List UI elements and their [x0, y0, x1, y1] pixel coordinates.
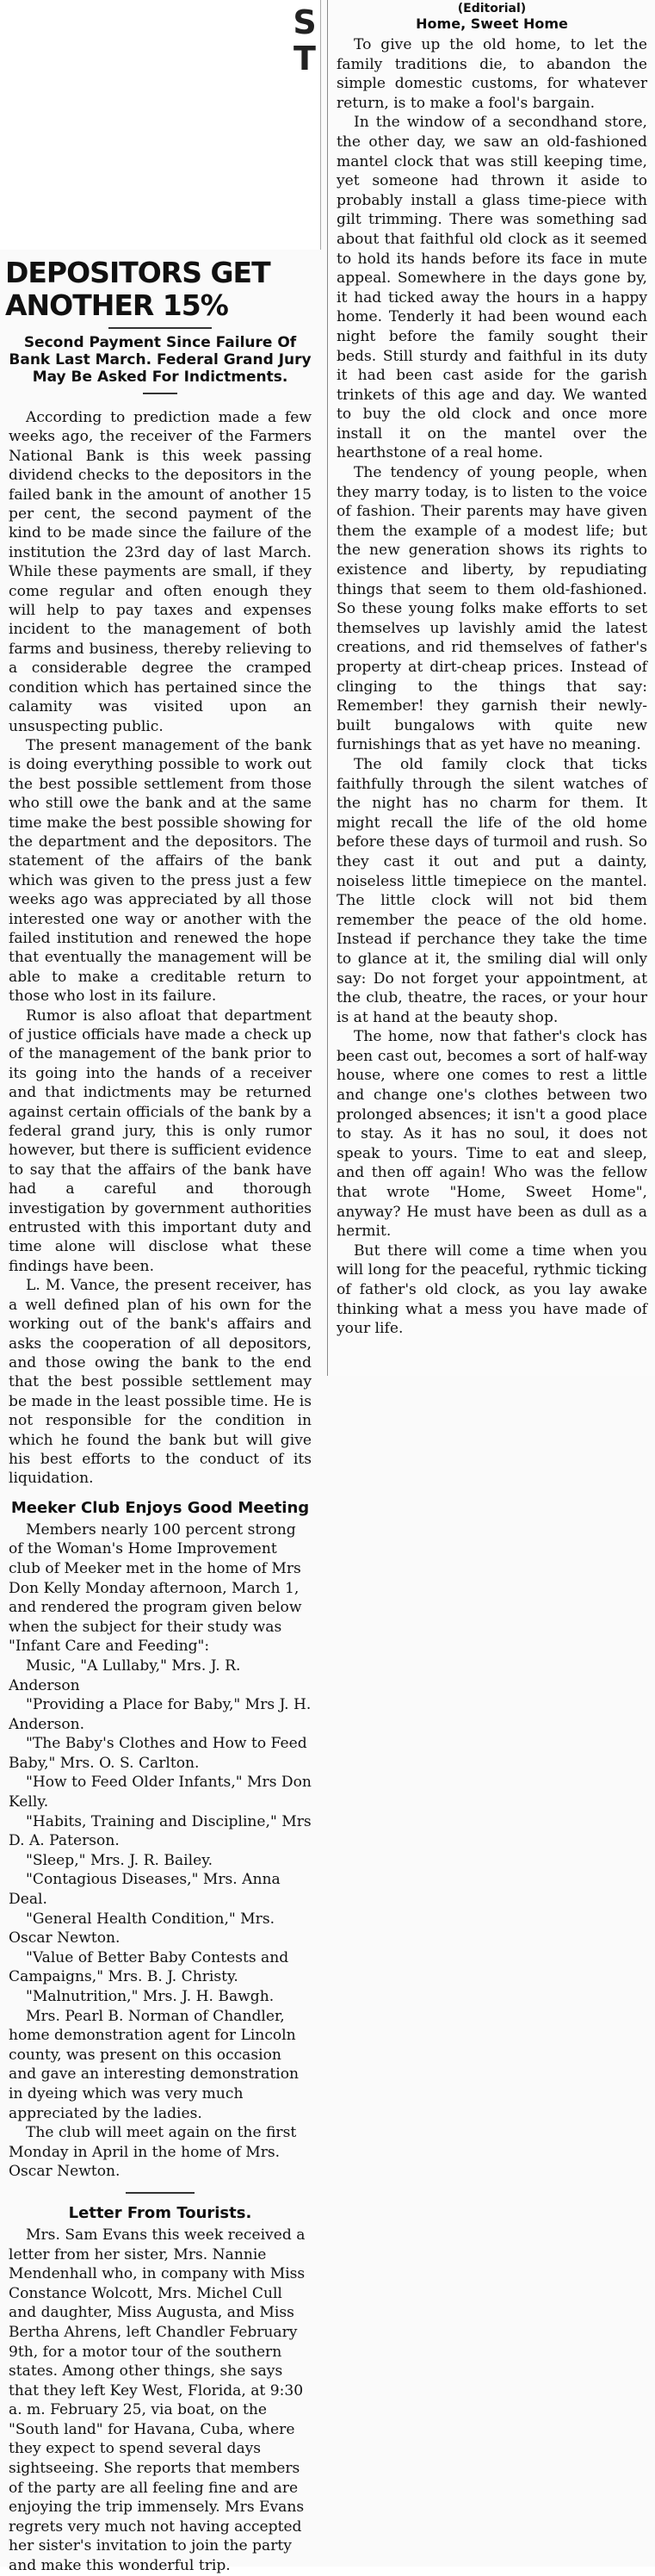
editorial-title: Home, Sweet Home [416, 15, 568, 32]
paragraph: Members nearly 100 percent strong of the Woman's Home Improvement club of Meeker met in the home of Mrs Don Kelly Monday afternoon, March 1, and rendered the program given below when the subject for their study was "Infant Care and Feeding": [9, 1520, 302, 1656]
paragraph: Rumor is also afloat that department of justice officials have made a check up of the management of the bank prior to its going into the hands of a receiver and that indictments may be returned against certain officials of the bank by a federal grand jury, this is only rumor however, but there is sufficient evidence to say that the affairs of the bank have had a careful and thorough investigation by government authorities entrusted with this important duty and time alone will disclose what these findings have been. [9, 1006, 312, 1275]
program-item: Music, "A Lullaby," Mrs. J. R. Anderson [9, 1656, 241, 1694]
paragraph: But there will come a time when you will long for the peaceful, rythmic ticking of father's old clock, as you lay awake thinking what a mess you have made of your life. [337, 1242, 647, 1338]
paragraph: Mrs. Pearl B. Norman of Chandler, home demonstration agent for Lincoln county, was present on this occasion and gave an interesting demonstration in dyeing which was very much appreciated by the ladies. [9, 2007, 300, 2122]
paragraph: L. M. Vance, the present receiver, has a well defined plan of his own for the working out of the bank's affairs and asks the cooperation of all depositors, and those owing the bank to the end that the best possible settlement may be made in the least possible time. He is not responsible for the condition in which he found the bank but will give his best efforts to the conduct of its liquidation. [9, 1277, 312, 1488]
paragraph: In the window of a secondhand store, the other day, we saw an old-fashioned mantel clock that was still keeping time, yet someone had thrown it aside to probably install a glass time-piece with gilt trimming. There was something sad about that faithful old clock as it seemed to hold its hands before its face in mute appeal. Somewhere in the days gone by, it had ticked away the hours in a happy home. Tenderly it had been wound each night before the family sought their beds. Still sturdy and faithful in its duty it had been cast aside for the garish trinkets of this age and day. We wanted to buy the old clock and once more install it on the mantel over the hearthstone of a real home. [337, 114, 647, 462]
subhead-rule [143, 393, 177, 394]
paragraph: The club will meet again on the first Monday in April in the home of Mrs. Oscar Newton. [9, 2124, 297, 2181]
program-item: "Providing a Place for Baby," Mrs J. H. Anderson. [9, 1696, 312, 1733]
depositors-subhead: Second Payment Since Failure Of Bank Last March. Federal Grand Jury May Be Asked For Indictments. [9, 334, 312, 386]
program-item: "The Baby's Clothes and How to Feed Baby," Mrs. O. S. Carlton. [9, 1735, 307, 1772]
program-item: "General Health Condition," Mrs. Oscar Newton. [9, 1910, 275, 1947]
adjacent-column-fragment [0, 0, 321, 250]
meeker-club-headline: Meeker Club Enjoys Good Meeting [10, 1498, 310, 1517]
program-item: "Sleep," Mrs. J. R. Bailey. [26, 1851, 213, 1869]
news-column [0, 250, 320, 2575]
fragment-glyph: S [293, 3, 317, 41]
tourists-headline: Letter From Tourists. [68, 2203, 252, 2222]
section-divider [126, 2192, 195, 2194]
editorial-column [327, 0, 655, 1376]
tourists-body [0, 2226, 320, 2576]
depositors-headline: DEPOSITORS GET ANOTHER 15% [5, 256, 270, 322]
paragraph: The old family clock that ticks faithfully through the silent watches of the night has no charm for them. It might recall the life of the old home before these days of turmoil and rush. So they cast it out and put a dainty, noiseless little timepiece on the mantel. The little clock will not bid them remember the peace of the old home. Instead if perchance they take the time to glance at it, the smiling dial will only say: Do not forget your appointment, at the club, theatre, the races, or your hour is at hand at the beauty shop. [337, 755, 647, 1026]
paragraph: Mrs. Sam Evans this week received a letter from her sister, Mrs. Nannie Mendenhall who, in company with Miss Constance Wolcott, Mrs. Michel Cull and daughter, Miss Augusta, and Miss Bertha Ahrens, left Chandler February 9th, for a motor tour of the southern states. Among other things, she says that they left Key West, Florida, at 9:30 a. m. February 25, via boat, on the "South land" for Havana, Cuba, where they expect to spend several days sightseeing. She reports that members of the party are all feeling fine and are enjoying the trip immensely. Mrs Evans regrets very much not having accepted her sister's invitation to join the party and make this wonderful trip. [9, 2226, 306, 2575]
paragraph: The home, now that father's clock has been cast out, becomes a sort of half-way house, where one comes to rest a little and change one's clothes between two prolonged absences; it isn't a good place to stay. As it has no soul, it does not speak to yours. Time to eat and sleep, and then off again! Who was the fellow that wrote "Home, Sweet Home", anyway? He must have been as dull as a hermit. [337, 1028, 647, 1241]
program-item: "Habits, Training and Discipline," Mrs D. A. Paterson. [9, 1812, 312, 1850]
program-item: "How to Feed Older Infants," Mrs Don Kelly. [9, 1774, 312, 1811]
fragment-glyph: T [294, 40, 316, 77]
depositors-body [0, 408, 320, 1489]
editorial-label: (Editorial) [457, 2, 527, 15]
paragraph: To give up the old home, to let the family traditions die, to abandon the simple domestic customs, for whatever return, is to make a fool's bargain. [337, 36, 647, 112]
program-item: "Contagious Diseases," Mrs. Anna Deal. [9, 1871, 281, 1909]
paragraph: The tendency of young people, when they marry today, is to listen to the voice of fashion. Their parents may have given them the example of a modest life; but the new generation shows its rights to existence and liberty, by repudiating things that seem to them old-fashioned. So these young folks make efforts to set themselves up lavishly amid the latest creations, and rid themselves of father's property at dirt-cheap prices. Instead of clinging to the things that say: Remember! they garnish their newly-built bungalows with quite new furnishings that as yet have no meaning. [337, 464, 647, 754]
program-item: "Value of Better Baby Contests and Campaigns," Mrs. B. J. Christy. [9, 1948, 289, 1986]
program-item: "Malnutrition," Mrs. J. H. Bawgh. [26, 1988, 275, 2005]
paragraph: According to prediction made a few weeks ago, the receiver of the Farmers National Bank is this week passing dividend checks to the depositors in the failed bank in the amount of another 15 per cent, the second payment of the kind to be made since the failure of the institution the 23rd day of last March. While these payments are small, if they come regular and often enough they will help to pay taxes and expenses incident to the management of both farms and business, thereby relieving to a considerable degree the cramped condition which has pertained since the calamity was visited upon an unsuspecting public. [9, 409, 312, 735]
headline-rule [108, 327, 212, 329]
editorial-body [328, 35, 655, 1339]
meeker-club-body [0, 1520, 320, 2182]
paragraph: The present management of the bank is doing everything possible to work out the best possible settlement from those who still owe the bank and at the same time make the best possible showing for the department and the depositors. The statement of the affairs of the bank which was given to the press just a few weeks ago was appreciated by all those interested one way or another with the failed institution and renewed the hope that eventually the management will be able to make a creditable return to those who lost in its failure. [9, 736, 312, 1006]
